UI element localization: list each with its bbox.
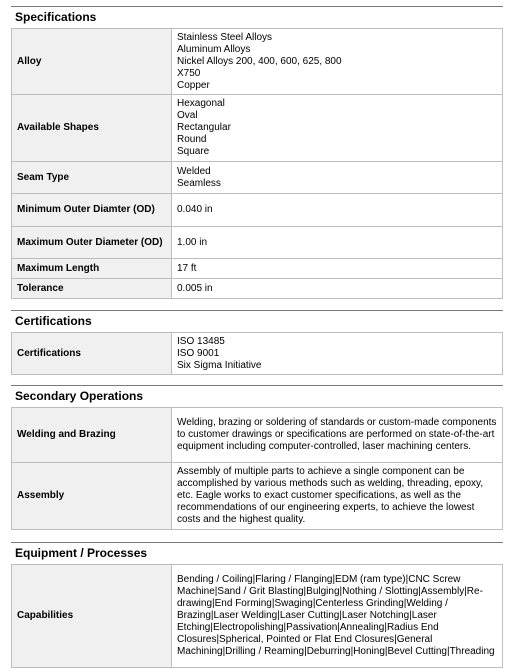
certifications-section (11, 310, 503, 375)
shape-value: Square (177, 146, 210, 157)
row-value (172, 565, 503, 668)
table-row (12, 259, 503, 279)
alloy-value: X750 (177, 67, 201, 79)
seam-value: Seamless (177, 177, 221, 189)
certifications-table (11, 332, 503, 375)
shape-value: Hexagonal (177, 98, 225, 109)
row-value: 0.040 in (172, 194, 503, 227)
row-value: 1.00 in (172, 227, 503, 259)
table-row (12, 162, 503, 194)
row-label: Minimum Outer Diamter (OD) (12, 194, 172, 227)
table-row (12, 333, 503, 375)
equipment-processes-heading: Equipment / Processes (11, 542, 503, 564)
equipment-processes-table (11, 564, 503, 668)
row-label: Tolerance (12, 279, 172, 299)
certification-value: Six Sigma Initiative (177, 359, 262, 371)
row-value (172, 95, 503, 162)
equipment-processes-section (11, 542, 503, 668)
capabilities-list: Bending / Coiling|Flaring / Flanging|EDM (ram type)|CNC Screw Machine|Sand / Grit Blasting|Bulging|Nothing / Slotting|Assembly|Re-drawing|End Forming|Swaging|Centerless Grinding|Welding / Brazing|Laser Welding|Laser Cutting|Laser Notching|Laser Etching|Electropolishing|Passivation|Annealing|Radius End Closures|Spherical, Pointed or Flat End Closures|General Machining|Drilling / Reaming|Deburring|Honing|Bevel Cutting|Threading (177, 574, 495, 657)
specifications-table (11, 28, 503, 299)
row-value: 17 ft (172, 259, 503, 279)
row-label: Alloy (12, 29, 172, 95)
secondary-operations-section (11, 385, 503, 530)
seam-value: Welded (177, 165, 211, 177)
row-label: Capabilities (12, 565, 172, 668)
row-value (172, 463, 503, 530)
shape-value: Rectangular (177, 122, 231, 133)
certifications-heading: Certifications (11, 310, 503, 332)
alloy-value: Stainless Steel Alloys (177, 31, 273, 43)
row-label: Available Shapes (12, 95, 172, 162)
row-value (172, 408, 503, 463)
table-row (12, 227, 503, 259)
row-label: Assembly (12, 463, 172, 530)
row-label: Seam Type (12, 162, 172, 194)
table-row (12, 565, 503, 668)
assembly-description: Assembly of multiple parts to achieve a single component can be accomplished by various methods such as welding, threading, epoxy, etc. Eagle works to exact customer specifications, as well as the recommendations of our engineering experts, to achieve the lowest costs and the highest quality. (177, 466, 484, 525)
secondary-operations-heading: Secondary Operations (11, 385, 503, 407)
alloy-value: Nickel Alloys 200, 400, 600, 625, 800 (177, 55, 342, 67)
alloy-value: Aluminum Alloys (177, 43, 251, 55)
table-row (12, 29, 503, 95)
row-value (172, 333, 503, 375)
table-row (12, 408, 503, 463)
certification-value: ISO 13485 (177, 335, 225, 347)
row-value (172, 162, 503, 194)
certification-value: ISO 9001 (177, 347, 220, 359)
row-label: Welding and Brazing (12, 408, 172, 463)
table-row (12, 463, 503, 530)
welding-description: Welding, brazing or soldering of standards or custom-made components to customer drawings or specifications are performed on state-of-the-art equipment including computer-controlled, laser machining centers. (177, 417, 497, 452)
table-row (12, 279, 503, 299)
alloy-value: Copper (177, 79, 210, 91)
secondary-operations-table (11, 407, 503, 530)
row-label: Maximum Outer Diameter (OD) (12, 227, 172, 259)
row-value (172, 29, 503, 95)
specifications-heading: Specifications (11, 6, 503, 28)
table-row (12, 194, 503, 227)
specifications-section (11, 6, 503, 299)
shape-value: Round (177, 134, 207, 145)
row-label: Certifications (12, 333, 172, 375)
row-label: Maximum Length (12, 259, 172, 279)
shape-value: Oval (177, 110, 198, 121)
table-row (12, 95, 503, 162)
row-value: 0.005 in (172, 279, 503, 299)
